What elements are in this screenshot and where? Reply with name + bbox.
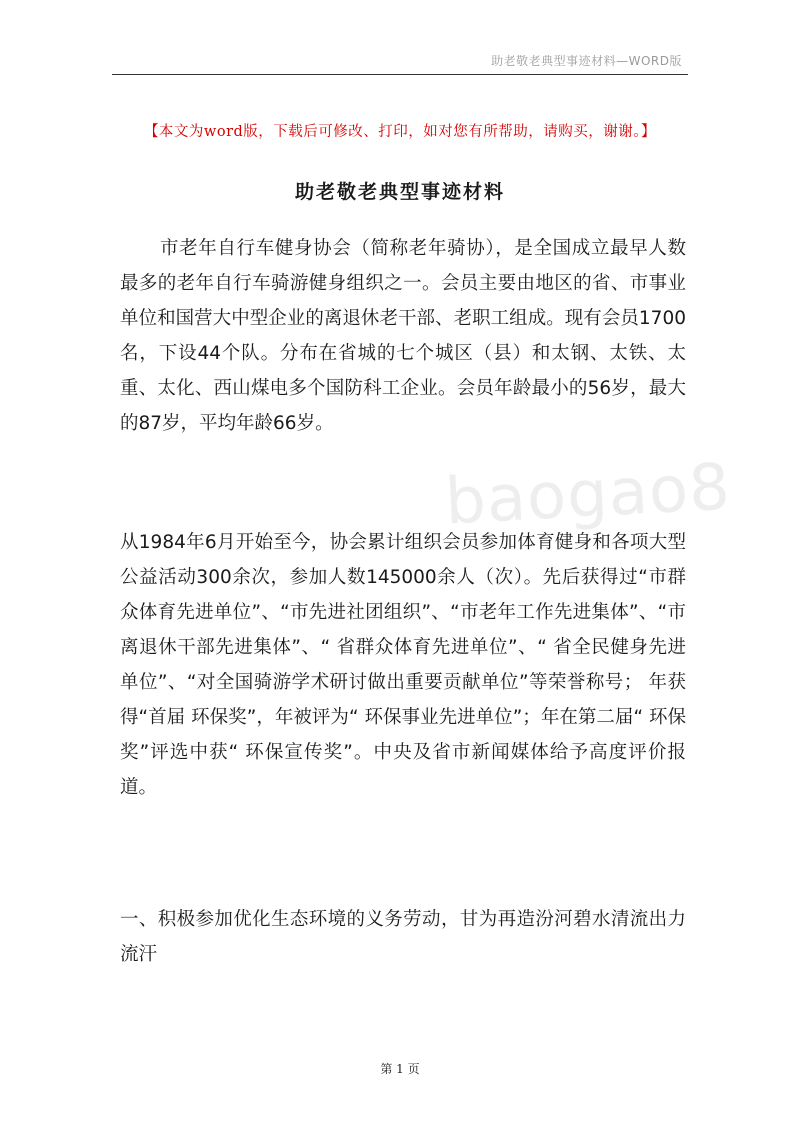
section-heading-1: 一、积极参加优化生态环境的义务劳动，甘为再造汾河碧水清流出力流汗 — [120, 909, 686, 965]
running-header: 助老敬老典型事迹材料—WORD版 — [491, 54, 682, 68]
header-divider — [112, 74, 688, 75]
paragraph-intro: 市老年自行车健身协会（简称老年骑协），是全国成立最早人数最多的老年自行车骑游健身组织之一。会员主要由地区的省、市事业单位和国营大中型企业的离退休老干部、老职工组成。现有会员1700名，下设44个队。分布在省城的七个城区（县）和太钢、太铁、太重、太化、西山煤电多个国防科工企业。会员年龄最小的56岁，最大的87岁，平均年龄66岁。 — [120, 238, 686, 434]
purchase-notice: 【本文为word版，下载后可修改、打印，如对您有所帮助，请购买，谢谢。】 — [143, 124, 657, 140]
page-number: 第 1 页 — [380, 1062, 420, 1076]
paragraph-achievements: 从1984年6月开始至今，协会累计组织会员参加体育健身和各项大型公益活动300余次，参加人数145000余人（次）。先后获得过“市群众体育先进单位”、“市先进社团组织”、“市老年工作先进集体”、“市离退休干部先进集体”、“ 省群众体育先进单位”、“ 省全民健身先进单位”、“对全国骑游学术研讨做出重要贡献单位”等荣誉称号； 年获得“首届 环保奖”，年被评为“ 环保事业先进单位”；年在第二届“ 环保奖”评选中获“ 环保宣传奖”。中央及省市新闻媒体给予高度评价报道。 — [120, 532, 686, 798]
document-title: 助老敬老典型事迹材料 — [294, 181, 505, 203]
watermark: baogao8 — [443, 450, 733, 540]
